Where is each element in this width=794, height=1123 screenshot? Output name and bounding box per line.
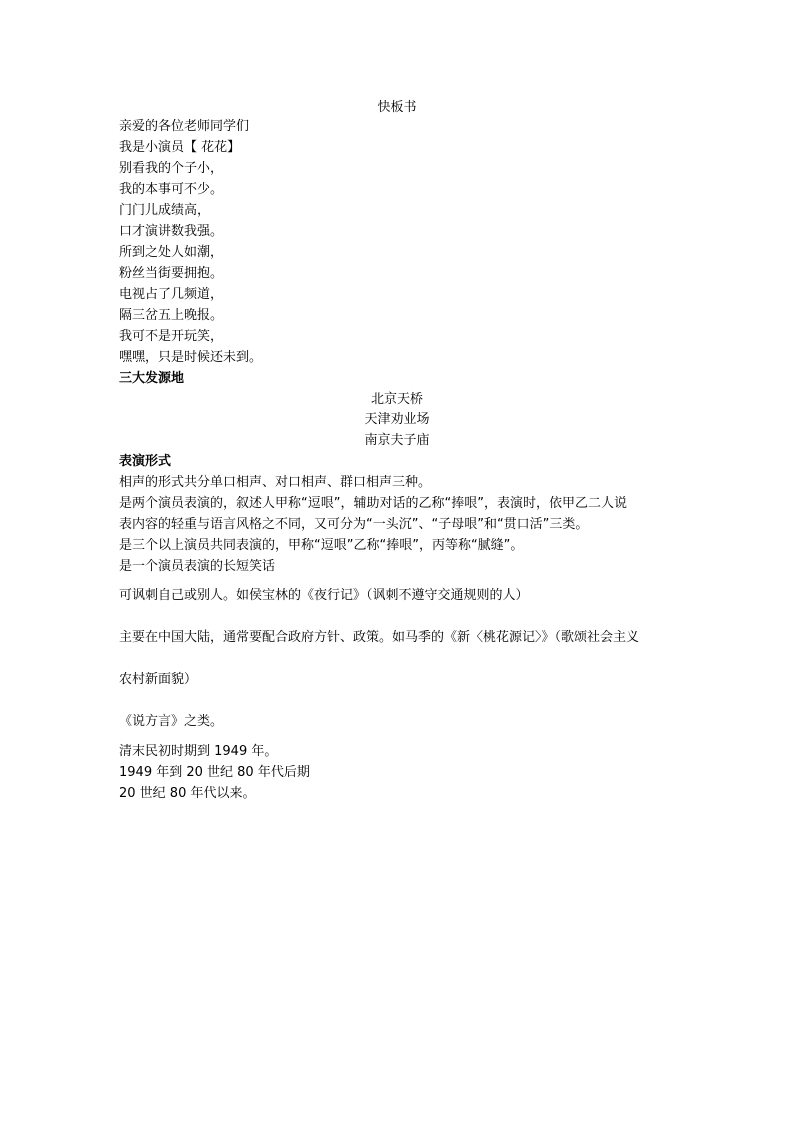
intro-line: 所到之处人如潮， (119, 245, 224, 260)
intro-line: 隔三岔五上晚报。 (119, 308, 224, 323)
period-item: 20 世纪 80 年代以来。 (119, 786, 256, 801)
forms-heading: 表演形式 (119, 454, 172, 469)
intro-verse (119, 116, 262, 389)
intro-line: 我的本事可不少。 (119, 182, 224, 197)
intro-line: 我是小演员【 花花】 (119, 140, 241, 155)
forms-line: 相声的形式共分单口相声、对口相声、群口相声三种。 (119, 475, 432, 490)
intro-line: 口才演讲数我强。 (119, 224, 224, 239)
intro-line: 粉丝当街要拥抱。 (119, 266, 224, 281)
forms-section (119, 451, 627, 577)
intro-line: 亲爱的各位老师同学们 (119, 119, 250, 134)
forms-line: 是两个演员表演的，叙述人甲称“逗哏”，辅助对话的乙称“捧哏”，表演时，依甲乙二人说 (119, 496, 627, 511)
period-item: 清末民初时期到 1949 年。 (119, 744, 278, 759)
origin-item: 天津劝业场 (364, 412, 430, 427)
period-item: 1949 年到 20 世纪 80 年代后期 (119, 765, 310, 780)
dialect-line: 《说方言》之类。 (119, 714, 224, 729)
intro-line: 电视占了几频道， (119, 287, 224, 302)
forms-line: 表内容的轻重与语言风格之不同，又可分为“一头沉”、“子母哏”和“贯口活”三类。 (119, 517, 589, 532)
praise-line: 主要在中国大陆，通常要配合政府方针、政策。如马季的《新〈桃花源记〉》（歌颂社会主义 (119, 630, 640, 645)
intro-line: 我可不是开玩笑， (119, 329, 224, 344)
intro-line: 别看我的个子小， (119, 161, 224, 176)
origin-item: 北京天桥 (370, 392, 423, 407)
origin-item: 南京夫子庙 (364, 433, 430, 448)
forms-line: 是三个以上演员共同表演的，甲称“逗哏”乙称“捧哏”，丙等称“腻缝”。 (119, 538, 524, 553)
intro-line: 嘿嘿，只是时候还未到。 (119, 350, 263, 365)
praise-line-continued: 农村新面貌） (119, 672, 198, 687)
satire-line: 可讽刺自己或别人。如侯宝林的《夜行记》（讽刺不遵守交通规则的人） (119, 588, 529, 603)
periods-list (119, 741, 310, 804)
intro-line: 门门儿成绩高， (119, 203, 211, 218)
page-title: 快板书 (377, 100, 417, 115)
forms-line: 是一个演员表演的长短笑话 (119, 559, 276, 574)
origins-heading: 三大发源地 (119, 371, 185, 386)
